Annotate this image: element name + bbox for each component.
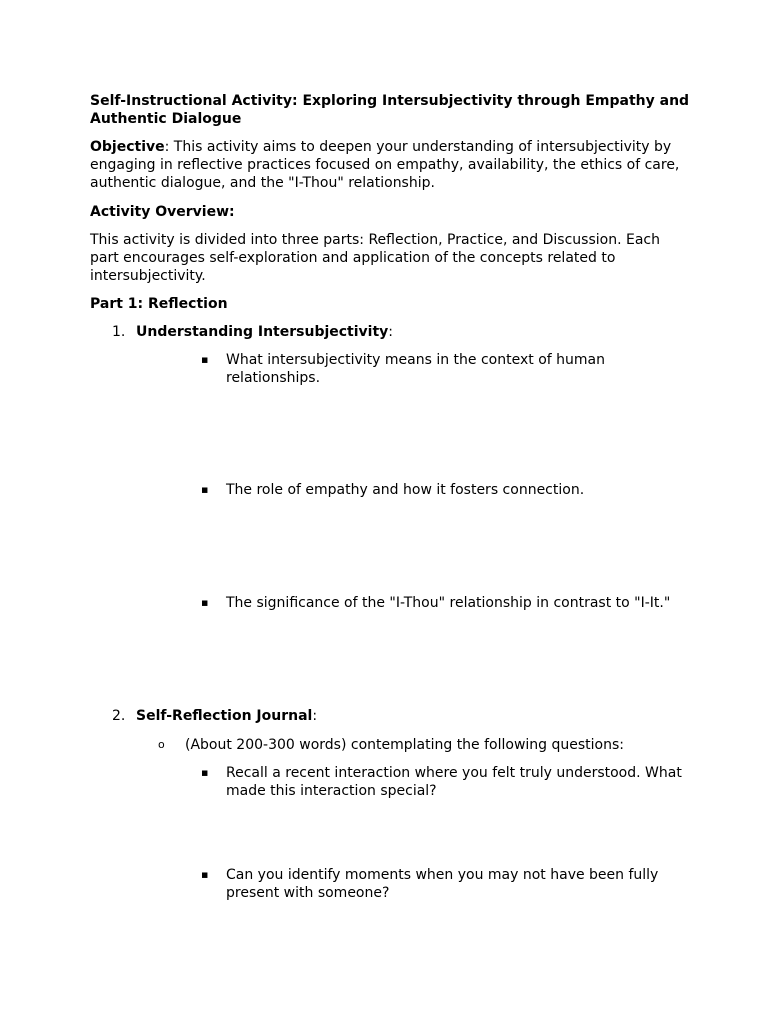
- bullet-marker: ▪: [201, 483, 209, 496]
- bullet-text: Recall a recent interaction where you felt truly understood. What made this interaction special?: [226, 765, 682, 799]
- sub-list-item: [0, 736, 768, 754]
- list-number: 2.: [112, 708, 126, 724]
- bullet-item: [0, 481, 768, 499]
- bullet-item: [0, 764, 768, 800]
- sub-list-text: (About 200-300 words) contemplating the following questions:: [185, 737, 624, 753]
- bullet-text: Can you identify moments when you may not have been fully present with someone?: [226, 867, 659, 901]
- list-number: 1.: [112, 324, 126, 340]
- objective-label: Objective: [90, 139, 165, 155]
- item1-label-suffix: :: [388, 324, 394, 340]
- list-item-label: [136, 707, 696, 725]
- bullet-marker: ▪: [201, 766, 209, 779]
- document-title: Self-Instructional Activity: Exploring Intersubjectivity through Empathy and Authentic Dialogue: [90, 93, 690, 127]
- bullet-text: The role of empathy and how it fosters connection.: [226, 482, 585, 498]
- item2-label-suffix: :: [312, 708, 318, 724]
- bullet-marker: ▪: [201, 353, 209, 366]
- overview-heading: Activity Overview:: [90, 204, 235, 220]
- bullet-marker: ▪: [201, 596, 209, 609]
- item2-label-text: Self-Reflection Journal: [136, 708, 313, 724]
- bullet-item: [0, 351, 768, 387]
- part1-heading: Part 1: Reflection: [90, 296, 228, 312]
- circle-bullet-marker: o: [158, 738, 165, 751]
- overview-text: This activity is divided into three parts: Reflection, Practice, and Discussion. Each part encourages self-exploration and application of the concepts related to intersubjectivity.: [90, 232, 660, 284]
- list-item-2: [0, 707, 768, 725]
- bullet-item: [0, 594, 768, 612]
- bullet-marker: ▪: [201, 868, 209, 881]
- objective-text: : This activity aims to deepen your understanding of intersubjectivity by engaging in reflective practices focused on empathy, availability, the ethics of care, authentic dialogue, and the "I-Thou" relationship.: [90, 139, 680, 191]
- objective-paragraph: [90, 138, 690, 192]
- bullet-text: The significance of the "I-Thou" relationship in contrast to "I-It.": [226, 595, 671, 611]
- item1-label-text: Understanding Intersubjectivity: [136, 324, 389, 340]
- bullet-item: [0, 866, 768, 902]
- list-item-1: [0, 323, 768, 341]
- list-item-label: [136, 323, 696, 341]
- bullet-text: What intersubjectivity means in the context of human relationships.: [226, 352, 605, 386]
